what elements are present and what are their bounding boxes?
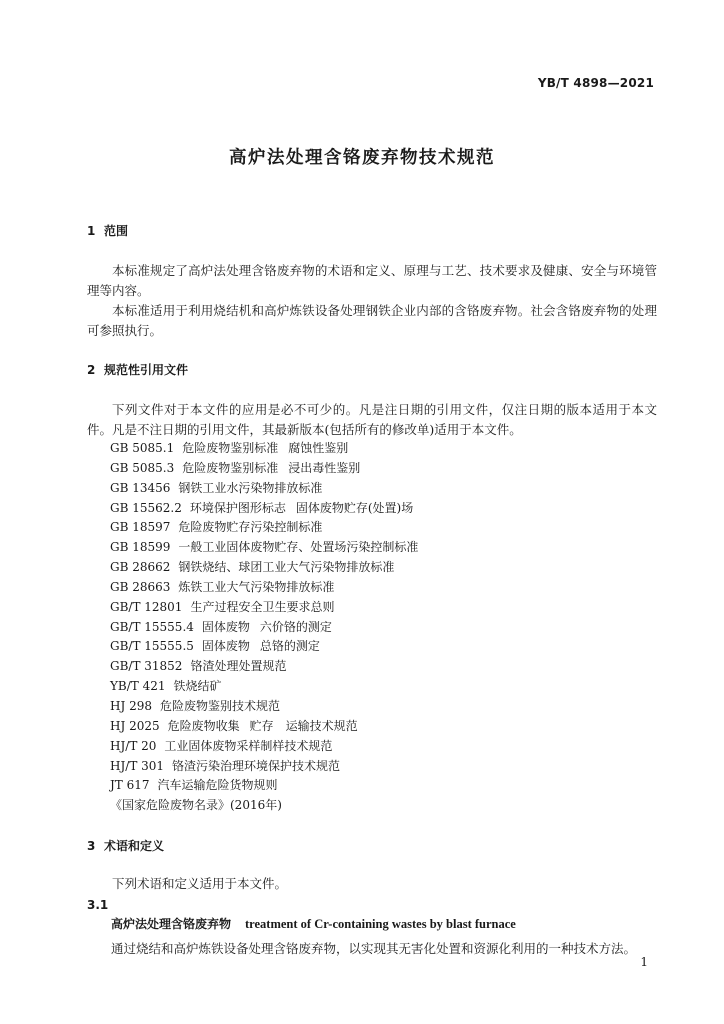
reference-item — [110, 776, 418, 796]
section-2-paragraph-1: 下列文件对于本文件的应用是必不可少的。凡是注日期的引用文件，仅注日期的版本适用于本文件。凡是不注日期的引用文件，其最新版本(包括所有的修改单)适用于本文件。 — [87, 402, 657, 437]
section-1-paragraph-1: 本标准规定了高炉法处理含铬废弃物的术语和定义、原理与工艺、技术要求及健康、安全与环境管理等内容。 — [87, 263, 657, 298]
section-title: 规范性引用文件 — [104, 363, 189, 377]
standard-code: YB/T 4898—2021 — [537, 76, 654, 90]
reference-item — [110, 737, 418, 757]
reference-title: 工业固体废物采样制样技术规范 — [164, 738, 333, 753]
reference-item — [110, 618, 418, 638]
reference-code: GB 28663 — [110, 579, 171, 594]
reference-code: HJ/T 301 — [110, 758, 165, 773]
reference-title: 危险废物鉴别标准 — [182, 460, 279, 475]
reference-title: 铬渣处理处置规范 — [190, 659, 287, 674]
section-number: 1 — [87, 224, 96, 238]
document-title: 高炉法处理含铬废弃物技术规范 — [229, 148, 495, 168]
reference-title: 固体废物 — [201, 639, 250, 654]
reference-subtitle: 腐蚀性鉴别 — [288, 441, 349, 455]
reference-code: GB 18597 — [110, 520, 171, 535]
reference-title: 危险废物收集 — [167, 718, 240, 733]
reference-item — [110, 459, 418, 479]
reference-title: 固体废物 — [201, 619, 250, 634]
page-number: 1 — [640, 955, 648, 969]
reference-code: GB/T 15555.4 — [110, 619, 194, 634]
reference-title: 炼铁工业大气污染物排放标准 — [178, 579, 335, 594]
term-chinese: 高炉法处理含铬废弃物 — [111, 917, 232, 931]
reference-code: JT 617 — [110, 778, 150, 793]
reference-item — [110, 796, 418, 816]
reference-code: GB 28662 — [110, 560, 171, 575]
section-1-paragraph-2: 本标准适用于利用烧结机和高炉炼铁设备处理钢铁企业内部的含铬废弃物。社会含铬废弃物的处理可参照执行。 — [87, 303, 657, 338]
reference-item — [110, 518, 418, 538]
reference-title: 钢铁烧结、球团工业大气污染物排放标准 — [178, 560, 395, 575]
reference-code: YB/T 421 — [110, 679, 166, 694]
reference-code: GB 13456 — [110, 480, 171, 495]
section-2-heading — [87, 363, 188, 377]
reference-subtitle: 贮存 运输技术规范 — [249, 718, 358, 733]
section-number: 2 — [87, 363, 96, 377]
reference-code: HJ 2025 — [110, 718, 160, 733]
reference-item — [110, 439, 418, 459]
reference-subtitle: 六价铬的测定 — [259, 619, 332, 634]
reference-item — [110, 578, 418, 598]
normative-references-list — [110, 439, 418, 816]
reference-subtitle: 固体废物贮存(处置)场 — [295, 500, 414, 515]
reference-title: 危险废物鉴别标准 — [182, 441, 279, 455]
reference-title: 铬渣污染治理环境保护技术规范 — [172, 758, 341, 773]
reference-code: HJ/T 20 — [110, 738, 157, 753]
reference-code: GB/T 31852 — [110, 659, 183, 674]
reference-title: 危险废物贮存污染控制标准 — [178, 520, 323, 535]
reference-title: 危险废物鉴别技术规范 — [160, 698, 281, 713]
reference-code: GB 5085.3 — [110, 460, 175, 475]
section-3-paragraph-1: 下列术语和定义适用于本文件。 — [112, 876, 288, 891]
reference-title: 汽车运输危险货物规则 — [157, 778, 278, 793]
reference-item — [110, 677, 418, 697]
reference-code: HJ 298 — [110, 698, 152, 713]
reference-item — [110, 479, 418, 499]
term-definition: 通过烧结和高炉炼铁设备处理含铬废弃物，以实现其无害化处置和资源化利用的一种技术方法。 — [111, 941, 637, 956]
reference-title: 一般工业固体废物贮存、处置场污染控制标准 — [178, 540, 419, 555]
reference-subtitle: 总铬的测定 — [259, 639, 320, 654]
reference-item — [110, 598, 418, 618]
reference-title: 环境保护图形标志 — [189, 500, 286, 515]
term-entry — [111, 915, 516, 932]
reference-code: GB/T 12801 — [110, 599, 183, 614]
term-number: 3.1 — [87, 898, 109, 912]
reference-code: GB 5085.1 — [110, 441, 175, 455]
reference-subtitle: 浸出毒性鉴别 — [288, 460, 361, 475]
reference-code: GB 15562.2 — [110, 500, 182, 515]
reference-title: 生产过程安全卫生要求总则 — [190, 599, 335, 614]
reference-code: GB 18599 — [110, 540, 171, 555]
reference-item — [110, 499, 418, 519]
reference-item — [110, 637, 418, 657]
section-1-heading — [87, 224, 128, 238]
section-title: 术语和定义 — [104, 839, 165, 853]
reference-item — [110, 757, 418, 777]
reference-item — [110, 558, 418, 578]
section-title: 范围 — [104, 224, 129, 238]
reference-item — [110, 717, 418, 737]
reference-item — [110, 657, 418, 677]
reference-title: 《国家危险废物名录》(2016年) — [110, 798, 282, 813]
reference-item — [110, 538, 418, 558]
reference-title: 铁烧结矿 — [173, 679, 222, 694]
reference-item — [110, 697, 418, 717]
section-number: 3 — [87, 839, 96, 853]
section-3-heading — [87, 839, 164, 853]
reference-code: GB/T 15555.5 — [110, 639, 194, 654]
term-english: treatment of Cr-containing wastes by blast furnace — [245, 917, 516, 931]
reference-title: 钢铁工业水污染物排放标准 — [178, 480, 323, 495]
